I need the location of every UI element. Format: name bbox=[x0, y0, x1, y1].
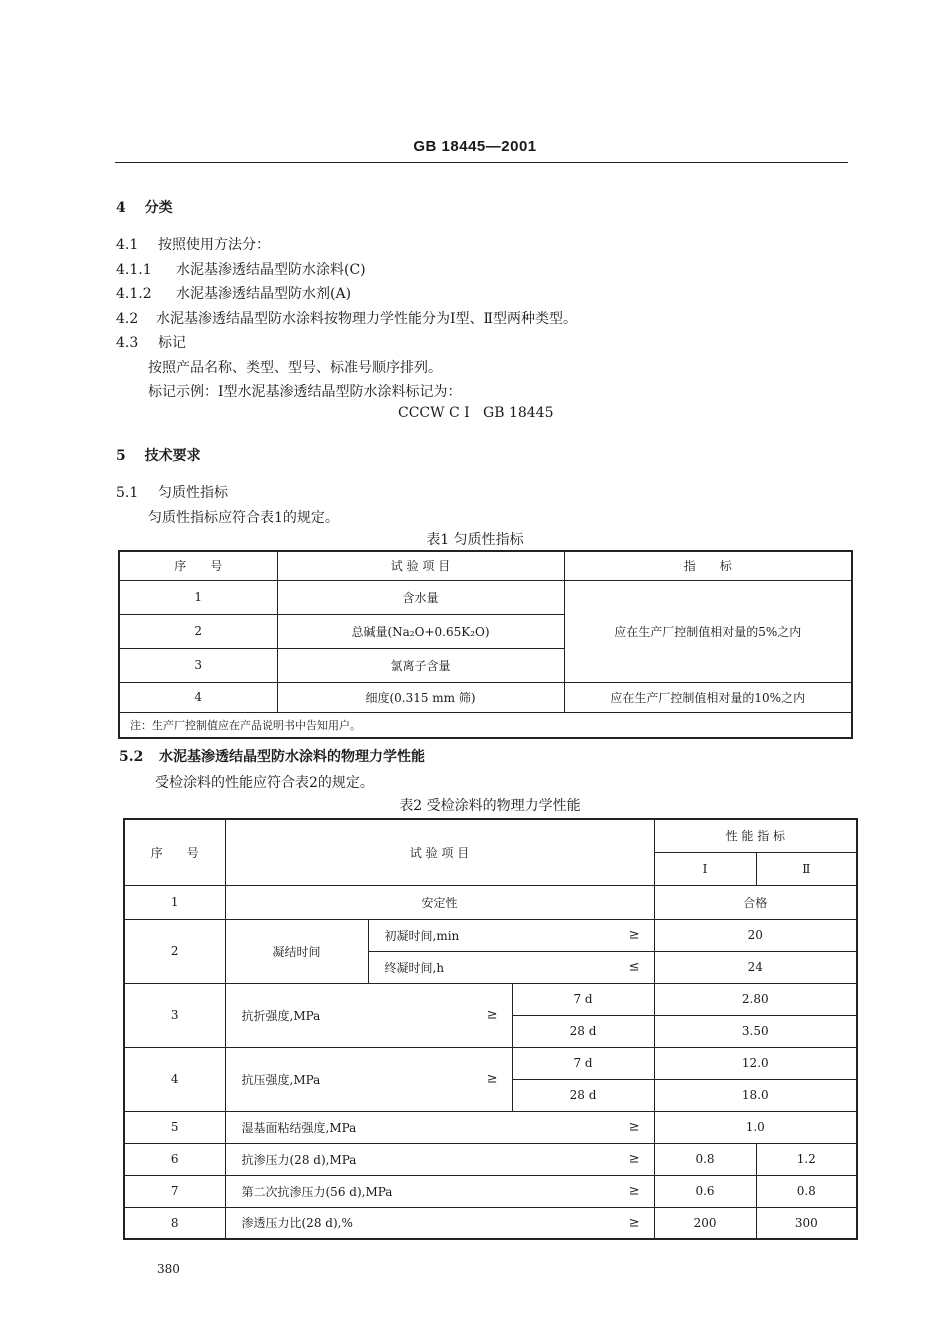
clause-4-3 bbox=[116, 332, 186, 352]
item-label: 湿基面粘结强度,MPa bbox=[241, 1120, 357, 1135]
row-item: 细度(0.315 mm 筛) bbox=[277, 682, 564, 712]
section-4-heading bbox=[116, 197, 173, 217]
row-item bbox=[225, 1207, 654, 1239]
clause-4-2 bbox=[116, 308, 577, 328]
clause-5-2-paragraph: 受检涂料的性能应符合表2的规定。 bbox=[155, 775, 374, 791]
table-header-row bbox=[119, 551, 852, 580]
clause-5-1-paragraph: 匀质性指标应符合表1的规定。 bbox=[148, 510, 339, 526]
table-header-row bbox=[124, 819, 857, 852]
section-number: 5 bbox=[116, 448, 126, 464]
clause-number: 4.2 bbox=[116, 311, 139, 327]
header-item: 试 验 项 目 bbox=[225, 819, 654, 885]
comparison-symbol: ≥ bbox=[628, 1183, 640, 1199]
row-no: 2 bbox=[124, 919, 225, 983]
marking-example-code: CCCW C Ⅰ GB 18445 bbox=[398, 405, 554, 421]
table-2-caption: 表2 受检涂料的物理力学性能 bbox=[399, 798, 581, 814]
row-index: 应在生产厂控制值相对量的10%之内 bbox=[564, 682, 852, 712]
standard-number: GB 18445—2001 bbox=[413, 138, 537, 155]
row-age: 7 d bbox=[512, 1047, 654, 1079]
item-label: 第二次抗渗压力(56 d),MPa bbox=[241, 1184, 393, 1199]
row-subitem bbox=[368, 919, 654, 951]
clause-text: 按照使用方法分： bbox=[158, 237, 270, 253]
row-age: 28 d bbox=[512, 1015, 654, 1047]
table-2 bbox=[123, 818, 858, 1240]
clause-number: 4.1.1 bbox=[116, 262, 152, 278]
row-no: 4 bbox=[124, 1047, 225, 1111]
row-age: 7 d bbox=[512, 983, 654, 1015]
row-item bbox=[225, 983, 512, 1047]
clause-number: 4.1 bbox=[116, 237, 139, 253]
row-value: 合格 bbox=[654, 885, 857, 919]
subitem-label: 终凝时间,h bbox=[384, 960, 445, 975]
table-row bbox=[119, 682, 852, 712]
row-item bbox=[225, 1175, 654, 1207]
clause-text: 匀质性指标 bbox=[158, 485, 228, 501]
item-label: 渗透压力比(28 d),% bbox=[241, 1216, 353, 1231]
table-1-caption: 表1 匀质性指标 bbox=[426, 532, 524, 548]
row-item: 总碱量(Na₂O+0.65K₂O) bbox=[277, 614, 564, 648]
row-value: 2.80 bbox=[654, 983, 857, 1015]
row-item: 凝结时间 bbox=[225, 919, 368, 983]
page-number: 380 bbox=[157, 1262, 180, 1276]
clause-4-3-paragraph: 按照产品名称、类型、型号、标准号顺序排列。 bbox=[148, 360, 442, 376]
item-label: 抗压强度,MPa bbox=[241, 1072, 321, 1087]
table-row bbox=[124, 1175, 857, 1207]
item-label: 抗折强度,MPa bbox=[241, 1008, 321, 1023]
comparison-symbol: ≥ bbox=[486, 1007, 498, 1023]
row-subitem bbox=[368, 951, 654, 983]
row-value-type-2: 0.8 bbox=[756, 1175, 857, 1207]
clause-number: 4.1.2 bbox=[116, 286, 152, 302]
row-value: 18.0 bbox=[654, 1079, 857, 1111]
row-no: 2 bbox=[119, 614, 277, 648]
row-no: 5 bbox=[124, 1111, 225, 1143]
row-value: 3.50 bbox=[654, 1015, 857, 1047]
row-no: 4 bbox=[119, 682, 277, 712]
header-no: 序 号 bbox=[124, 819, 225, 885]
table-row bbox=[124, 885, 857, 919]
clause-text: 水泥基渗透结晶型防水涂料的物理力学性能 bbox=[159, 749, 425, 765]
clause-text: 水泥基渗透结晶型防水剂(A) bbox=[176, 286, 352, 302]
comparison-symbol: ≥ bbox=[628, 1119, 640, 1135]
row-no: 1 bbox=[124, 885, 225, 919]
section-title: 分类 bbox=[144, 200, 173, 216]
row-value-type-1: 0.6 bbox=[654, 1175, 756, 1207]
table-row bbox=[124, 1111, 857, 1143]
row-value-type-2: 1.2 bbox=[756, 1143, 857, 1175]
comparison-symbol: ≥ bbox=[486, 1071, 498, 1087]
header-type-2: Ⅱ bbox=[756, 852, 857, 885]
row-no: 7 bbox=[124, 1175, 225, 1207]
header-performance: 性 能 指 标 bbox=[654, 819, 857, 852]
comparison-symbol: ≥ bbox=[628, 1151, 640, 1167]
table-row bbox=[124, 1047, 857, 1079]
row-value: 20 bbox=[654, 919, 857, 951]
row-value: 24 bbox=[654, 951, 857, 983]
comparison-symbol: ≥ bbox=[628, 927, 640, 943]
comparison-symbol: ≥ bbox=[628, 1215, 640, 1231]
clause-4-1-2 bbox=[116, 283, 351, 303]
clause-4-1 bbox=[116, 234, 270, 254]
clause-4-1-1 bbox=[116, 259, 366, 279]
item-label: 抗渗压力(28 d),MPa bbox=[241, 1152, 357, 1167]
row-index-merged: 应在生产厂控制值相对量的5%之内 bbox=[564, 580, 852, 682]
section-title: 技术要求 bbox=[144, 448, 201, 464]
table-row bbox=[124, 983, 857, 1015]
clause-5-1 bbox=[116, 482, 228, 502]
clause-text: 水泥基渗透结晶型防水涂料(C) bbox=[176, 262, 366, 278]
row-no: 8 bbox=[124, 1207, 225, 1239]
row-value-type-2: 300 bbox=[756, 1207, 857, 1239]
row-value-type-1: 0.8 bbox=[654, 1143, 756, 1175]
subitem-label: 初凝时间,min bbox=[384, 928, 460, 943]
table-note: 注：生产厂控制值应在产品说明书中告知用户。 bbox=[119, 712, 852, 738]
section-5-heading bbox=[116, 445, 201, 465]
row-item bbox=[225, 1047, 512, 1111]
row-no: 3 bbox=[119, 648, 277, 682]
table-row bbox=[124, 1207, 857, 1239]
table-row bbox=[124, 1143, 857, 1175]
clause-number: 4.3 bbox=[116, 335, 139, 351]
row-age: 28 d bbox=[512, 1079, 654, 1111]
row-value: 12.0 bbox=[654, 1047, 857, 1079]
row-no: 1 bbox=[119, 580, 277, 614]
marking-example-label: 标记示例：Ⅰ型水泥基渗透结晶型防水涂料标记为： bbox=[148, 384, 462, 400]
table-row bbox=[124, 919, 857, 951]
row-item: 含水量 bbox=[277, 580, 564, 614]
row-no: 3 bbox=[124, 983, 225, 1047]
header-item: 试 验 项 目 bbox=[277, 551, 564, 580]
header-no: 序 号 bbox=[119, 551, 277, 580]
header-rule bbox=[115, 162, 848, 163]
clause-number: 5.1 bbox=[116, 485, 139, 501]
row-value-type-1: 200 bbox=[654, 1207, 756, 1239]
clause-number: 5.2 bbox=[119, 749, 144, 765]
header-index: 指 标 bbox=[564, 551, 852, 580]
row-item: 氯离子含量 bbox=[277, 648, 564, 682]
clause-text: 水泥基渗透结晶型防水涂料按物理力学性能分为Ⅰ型、Ⅱ型两种类型。 bbox=[156, 311, 578, 327]
table-note-row bbox=[119, 712, 852, 738]
header-type-1: Ⅰ bbox=[654, 852, 756, 885]
clause-text: 标记 bbox=[158, 335, 186, 351]
row-value: 1.0 bbox=[654, 1111, 857, 1143]
table-row bbox=[119, 580, 852, 614]
row-item bbox=[225, 1143, 654, 1175]
comparison-symbol: ≤ bbox=[628, 959, 640, 975]
row-item bbox=[225, 1111, 654, 1143]
clause-5-2 bbox=[119, 746, 425, 766]
table-1 bbox=[118, 550, 853, 739]
row-no: 6 bbox=[124, 1143, 225, 1175]
section-number: 4 bbox=[116, 200, 126, 216]
row-item: 安定性 bbox=[225, 885, 654, 919]
